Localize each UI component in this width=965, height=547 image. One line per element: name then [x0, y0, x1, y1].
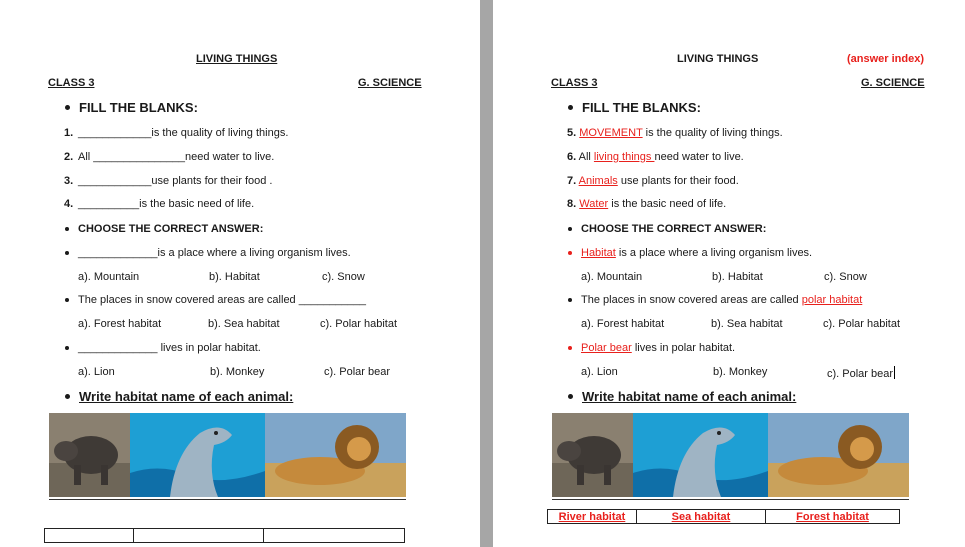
mcq-question: _____________is a place where a living organism lives. [78, 247, 351, 259]
habitat-heading: Write habitat name of each animal: [79, 389, 294, 404]
answer-table [44, 528, 405, 543]
answer-line: 6. All living things need water to live. [567, 151, 744, 163]
answer-text: MOVEMENT [579, 127, 643, 139]
bullet-icon [65, 105, 70, 110]
mcq-answer-line: Habitat is a place where a living organism lives. [581, 247, 813, 259]
answer-text: living things [593, 151, 655, 163]
page-title: LIVING THINGS [196, 53, 278, 65]
bullet-icon [568, 346, 572, 350]
answer-text: Habitat [581, 247, 616, 259]
dolphin-photo [633, 413, 768, 497]
mcq-option: b). Sea habitat [711, 318, 783, 330]
lion-photo [265, 413, 406, 497]
bullet-icon [568, 227, 572, 231]
subject-label: G. SCIENCE [358, 77, 422, 89]
answer-key-page [493, 0, 965, 547]
answer-text: Animals [578, 175, 618, 187]
bullet-icon [65, 227, 69, 231]
habitat-heading: Write habitat name of each animal: [582, 389, 797, 404]
mcq-answer-line: The places in snow covered areas are called polar habitat [581, 294, 863, 306]
answer-cell[interactable] [264, 529, 405, 543]
choose-heading: CHOOSE THE CORRECT ANSWER: [581, 223, 767, 235]
dolphin-photo [130, 413, 265, 497]
hippo-photo [49, 413, 130, 497]
mcq-option: a). Lion [581, 366, 618, 378]
mcq-option: c). Polar habitat [320, 318, 398, 330]
question-number: 2. [64, 151, 74, 163]
answer-cell[interactable]: Forest habitat [766, 510, 900, 524]
blank-question: ____________use plants for their food . [78, 175, 273, 187]
answer-text: polar habitat [801, 294, 863, 306]
divider-line [49, 499, 406, 500]
mcq-option: c). Snow [322, 271, 365, 283]
bullet-icon [568, 298, 572, 302]
bullet-icon [65, 346, 69, 350]
choose-heading: CHOOSE THE CORRECT ANSWER: [78, 223, 264, 235]
bullet-icon [65, 251, 69, 255]
page-title: LIVING THINGS [677, 53, 759, 65]
blank-question: ____________is the quality of living things. [78, 127, 289, 139]
answer-index-label: (answer index) [847, 53, 925, 65]
worksheet-page [0, 0, 480, 547]
mcq-question: _____________ lives in polar habitat. [78, 342, 261, 354]
mcq-option: b). Monkey [713, 366, 768, 378]
fill-blanks-heading: FILL THE BLANKS: [582, 100, 701, 115]
question-number: 3. [64, 175, 74, 187]
mcq-option: c). Snow [824, 271, 867, 283]
bullet-icon [65, 394, 70, 399]
fill-blanks-heading: FILL THE BLANKS: [79, 100, 198, 115]
class-label: CLASS 3 [48, 77, 95, 89]
mcq-option: b). Monkey [210, 366, 265, 378]
mcq-option: c). Polar bear [324, 366, 391, 378]
question-number: 4. [64, 198, 74, 210]
mcq-option: a). Forest habitat [581, 318, 665, 330]
answer-line: 5. MOVEMENT is the quality of living things. [567, 127, 783, 139]
lion-photo [768, 413, 909, 497]
bullet-icon [568, 105, 573, 110]
mcq-option: a). Lion [78, 366, 115, 378]
blank-question: All _______________need water to live. [78, 151, 275, 163]
answer-text: Polar bear [581, 342, 632, 354]
mcq-option: a). Mountain [581, 271, 643, 283]
bullet-icon [65, 298, 69, 302]
answer-cell[interactable]: River habitat [548, 510, 637, 524]
mcq-option: b). Habitat [209, 271, 260, 283]
page-gutter [480, 0, 493, 547]
bullet-icon [568, 251, 572, 255]
mcq-option: b). Sea habitat [208, 318, 280, 330]
mcq-answer-line: Polar bear lives in polar habitat. [581, 342, 736, 354]
mcq-option: a). Mountain [78, 271, 140, 283]
mcq-question: The places in snow covered areas are called ___________ [78, 294, 367, 306]
blank-question: __________is the basic need of life. [78, 198, 255, 210]
question-number: 1. [64, 127, 74, 139]
mcq-option: a). Forest habitat [78, 318, 162, 330]
mcq-option: c). Polar bear [827, 368, 894, 380]
answer-cell[interactable] [134, 529, 264, 543]
divider-line [552, 499, 909, 500]
subject-label: G. SCIENCE [861, 77, 925, 89]
mcq-option: c). Polar habitat [823, 318, 901, 330]
answer-text: Water [579, 198, 609, 210]
answer-cell[interactable] [45, 529, 134, 543]
answer-cell[interactable]: Sea habitat [637, 510, 766, 524]
mcq-option: b). Habitat [712, 271, 763, 283]
bullet-icon [568, 394, 573, 399]
class-label: CLASS 3 [551, 77, 598, 89]
answer-line: 7. Animals use plants for their food. [567, 175, 739, 187]
hippo-photo [552, 413, 633, 497]
answer-table [547, 509, 900, 524]
answer-line: 8. Water is the basic need of life. [567, 198, 727, 210]
text-cursor [894, 366, 895, 379]
